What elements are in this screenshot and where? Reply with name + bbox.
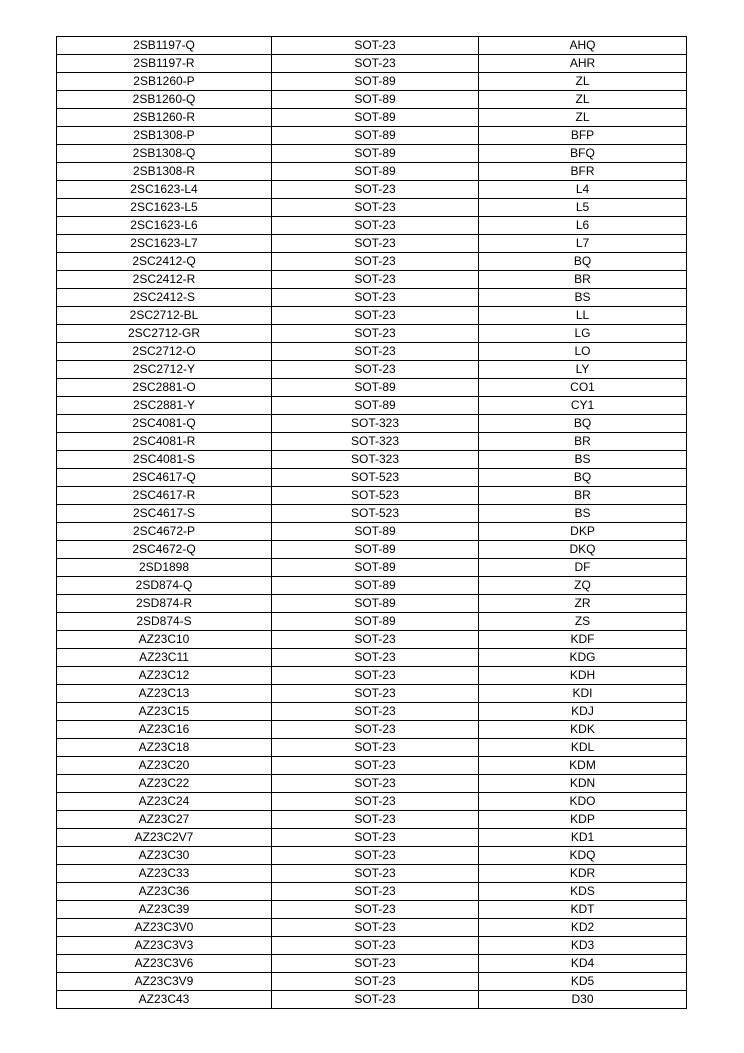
- marking-code-cell: ZL: [479, 91, 687, 109]
- package-cell: SOT-89: [272, 145, 479, 163]
- marking-code-cell: L7: [479, 235, 687, 253]
- package-cell: SOT-23: [272, 793, 479, 811]
- marking-code-cell: KDH: [479, 667, 687, 685]
- table-row: [57, 721, 687, 739]
- package-cell: SOT-89: [272, 91, 479, 109]
- part-number-cell: AZ23C39: [57, 901, 272, 919]
- marking-code-cell: KDF: [479, 631, 687, 649]
- part-number-cell: 2SC2712-O: [57, 343, 272, 361]
- part-number-cell: AZ23C30: [57, 847, 272, 865]
- marking-code-cell: CY1: [479, 397, 687, 415]
- table-row: [57, 937, 687, 955]
- table-row: [57, 37, 687, 55]
- table-row: [57, 649, 687, 667]
- table-row: [57, 775, 687, 793]
- package-cell: SOT-23: [272, 361, 479, 379]
- part-number-cell: 2SC2412-Q: [57, 253, 272, 271]
- table-row: [57, 145, 687, 163]
- marking-code-cell: KDQ: [479, 847, 687, 865]
- table-row: [57, 109, 687, 127]
- package-cell: SOT-23: [272, 937, 479, 955]
- package-cell: SOT-23: [272, 865, 479, 883]
- marking-code-cell: KDT: [479, 901, 687, 919]
- marking-code-cell: BFP: [479, 127, 687, 145]
- part-number-cell: 2SB1308-Q: [57, 145, 272, 163]
- part-number-cell: 2SD874-Q: [57, 577, 272, 595]
- table-row: [57, 991, 687, 1009]
- package-cell: SOT-23: [272, 253, 479, 271]
- marking-code-cell: BQ: [479, 469, 687, 487]
- part-number-cell: 2SC1623-L5: [57, 199, 272, 217]
- package-cell: SOT-23: [272, 271, 479, 289]
- table-row: [57, 613, 687, 631]
- package-cell: SOT-23: [272, 649, 479, 667]
- table-row: [57, 757, 687, 775]
- part-number-cell: AZ23C27: [57, 811, 272, 829]
- table-row: [57, 361, 687, 379]
- package-cell: SOT-523: [272, 487, 479, 505]
- table-row: [57, 451, 687, 469]
- package-cell: SOT-23: [272, 721, 479, 739]
- part-number-cell: 2SC2712-Y: [57, 361, 272, 379]
- part-number-cell: 2SC4617-Q: [57, 469, 272, 487]
- package-cell: SOT-89: [272, 613, 479, 631]
- marking-code-cell: KD5: [479, 973, 687, 991]
- table-row: [57, 865, 687, 883]
- package-cell: SOT-23: [272, 973, 479, 991]
- package-cell: SOT-89: [272, 577, 479, 595]
- table-row: [57, 235, 687, 253]
- part-number-cell: 2SC1623-L4: [57, 181, 272, 199]
- part-number-cell: 2SC4617-S: [57, 505, 272, 523]
- table-row: [57, 343, 687, 361]
- table-row: [57, 181, 687, 199]
- package-cell: SOT-89: [272, 379, 479, 397]
- marking-code-cell: KDK: [479, 721, 687, 739]
- document-page: [56, 36, 687, 1009]
- table-row: [57, 973, 687, 991]
- part-number-cell: AZ23C10: [57, 631, 272, 649]
- part-number-cell: 2SB1260-Q: [57, 91, 272, 109]
- package-cell: SOT-23: [272, 667, 479, 685]
- table-row: [57, 127, 687, 145]
- part-number-cell: 2SB1308-R: [57, 163, 272, 181]
- package-cell: SOT-89: [272, 163, 479, 181]
- part-number-cell: AZ23C12: [57, 667, 272, 685]
- table-row: [57, 919, 687, 937]
- package-cell: SOT-89: [272, 559, 479, 577]
- package-cell: SOT-23: [272, 829, 479, 847]
- marking-code-cell: LL: [479, 307, 687, 325]
- marking-code-cell: BR: [479, 271, 687, 289]
- marking-code-cell: BS: [479, 289, 687, 307]
- part-number-cell: AZ23C15: [57, 703, 272, 721]
- part-number-cell: 2SC2712-BL: [57, 307, 272, 325]
- marking-code-cell: ZS: [479, 613, 687, 631]
- marking-code-cell: D30: [479, 991, 687, 1009]
- table-row: [57, 703, 687, 721]
- table-row: [57, 883, 687, 901]
- marking-code-cell: AHQ: [479, 37, 687, 55]
- table-row: [57, 379, 687, 397]
- marking-code-cell: L6: [479, 217, 687, 235]
- marking-code-cell: BQ: [479, 253, 687, 271]
- table-row: [57, 55, 687, 73]
- package-cell: SOT-523: [272, 505, 479, 523]
- marking-code-cell: KD1: [479, 829, 687, 847]
- marking-code-cell: KDI: [479, 685, 687, 703]
- table-row: [57, 415, 687, 433]
- marking-code-cell: KDL: [479, 739, 687, 757]
- part-number-cell: 2SC1623-L6: [57, 217, 272, 235]
- table-row: [57, 91, 687, 109]
- marking-code-cell: ZQ: [479, 577, 687, 595]
- table-row: [57, 577, 687, 595]
- table-row: [57, 325, 687, 343]
- package-cell: SOT-323: [272, 415, 479, 433]
- marking-code-cell: BQ: [479, 415, 687, 433]
- marking-code-cell: KDP: [479, 811, 687, 829]
- table-row: [57, 433, 687, 451]
- table-row: [57, 811, 687, 829]
- part-number-cell: AZ23C3V0: [57, 919, 272, 937]
- part-number-cell: AZ23C18: [57, 739, 272, 757]
- table-row: [57, 217, 687, 235]
- table-row: [57, 955, 687, 973]
- part-number-cell: 2SC2881-Y: [57, 397, 272, 415]
- part-number-cell: AZ23C3V9: [57, 973, 272, 991]
- part-number-cell: AZ23C11: [57, 649, 272, 667]
- marking-code-cell: AHR: [479, 55, 687, 73]
- package-cell: SOT-23: [272, 307, 479, 325]
- part-number-cell: 2SD874-S: [57, 613, 272, 631]
- part-number-cell: 2SD1898: [57, 559, 272, 577]
- marking-code-cell: DKQ: [479, 541, 687, 559]
- package-cell: SOT-89: [272, 73, 479, 91]
- package-cell: SOT-89: [272, 595, 479, 613]
- marking-code-cell: DF: [479, 559, 687, 577]
- part-number-cell: AZ23C2V7: [57, 829, 272, 847]
- marking-code-cell: LO: [479, 343, 687, 361]
- part-number-cell: 2SD874-R: [57, 595, 272, 613]
- package-cell: SOT-23: [272, 955, 479, 973]
- package-cell: SOT-23: [272, 919, 479, 937]
- marking-code-cell: BR: [479, 433, 687, 451]
- package-cell: SOT-23: [272, 37, 479, 55]
- table-body: [57, 37, 687, 1009]
- package-cell: SOT-89: [272, 541, 479, 559]
- marking-code-cell: L5: [479, 199, 687, 217]
- package-cell: SOT-323: [272, 451, 479, 469]
- package-cell: SOT-89: [272, 397, 479, 415]
- part-number-cell: 2SB1260-R: [57, 109, 272, 127]
- package-cell: SOT-89: [272, 523, 479, 541]
- package-cell: SOT-23: [272, 199, 479, 217]
- marking-code-cell: BR: [479, 487, 687, 505]
- package-cell: SOT-89: [272, 109, 479, 127]
- part-number-cell: 2SB1197-Q: [57, 37, 272, 55]
- table-row: [57, 559, 687, 577]
- part-number-cell: 2SC4081-S: [57, 451, 272, 469]
- part-number-cell: 2SC2881-O: [57, 379, 272, 397]
- marking-code-cell: LY: [479, 361, 687, 379]
- table-row: [57, 667, 687, 685]
- marking-code-cell: KDS: [479, 883, 687, 901]
- marking-code-cell: ZL: [479, 73, 687, 91]
- marking-code-cell: KD2: [479, 919, 687, 937]
- table-row: [57, 487, 687, 505]
- table-row: [57, 793, 687, 811]
- package-cell: SOT-23: [272, 235, 479, 253]
- table-row: [57, 901, 687, 919]
- package-cell: SOT-23: [272, 811, 479, 829]
- table-row: [57, 307, 687, 325]
- marking-code-cell: LG: [479, 325, 687, 343]
- package-cell: SOT-23: [272, 685, 479, 703]
- package-cell: SOT-523: [272, 469, 479, 487]
- marking-code-cell: KDG: [479, 649, 687, 667]
- part-number-cell: 2SB1308-P: [57, 127, 272, 145]
- marking-code-cell: CO1: [479, 379, 687, 397]
- part-number-cell: 2SC2412-R: [57, 271, 272, 289]
- package-cell: SOT-23: [272, 289, 479, 307]
- table-row: [57, 541, 687, 559]
- table-row: [57, 739, 687, 757]
- marking-code-cell: KD4: [479, 955, 687, 973]
- table-row: [57, 253, 687, 271]
- table-row: [57, 595, 687, 613]
- part-number-cell: 2SC1623-L7: [57, 235, 272, 253]
- package-cell: SOT-89: [272, 127, 479, 145]
- part-number-cell: 2SC4081-Q: [57, 415, 272, 433]
- table-row: [57, 523, 687, 541]
- part-number-cell: AZ23C24: [57, 793, 272, 811]
- package-cell: SOT-23: [272, 325, 479, 343]
- table-row: [57, 631, 687, 649]
- package-cell: SOT-23: [272, 739, 479, 757]
- package-cell: SOT-23: [272, 775, 479, 793]
- package-cell: SOT-23: [272, 703, 479, 721]
- marking-code-cell: KDM: [479, 757, 687, 775]
- package-cell: SOT-23: [272, 181, 479, 199]
- package-cell: SOT-23: [272, 883, 479, 901]
- marking-code-cell: KDO: [479, 793, 687, 811]
- part-marking-table: [56, 36, 687, 1009]
- marking-code-cell: L4: [479, 181, 687, 199]
- package-cell: SOT-23: [272, 847, 479, 865]
- part-number-cell: AZ23C36: [57, 883, 272, 901]
- part-number-cell: AZ23C13: [57, 685, 272, 703]
- package-cell: SOT-23: [272, 901, 479, 919]
- marking-code-cell: DKP: [479, 523, 687, 541]
- part-number-cell: 2SB1260-P: [57, 73, 272, 91]
- part-number-cell: AZ23C33: [57, 865, 272, 883]
- package-cell: SOT-323: [272, 433, 479, 451]
- table-row: [57, 199, 687, 217]
- part-number-cell: 2SC4672-Q: [57, 541, 272, 559]
- part-number-cell: AZ23C43: [57, 991, 272, 1009]
- part-number-cell: 2SB1197-R: [57, 55, 272, 73]
- package-cell: SOT-23: [272, 343, 479, 361]
- package-cell: SOT-23: [272, 631, 479, 649]
- marking-code-cell: BFQ: [479, 145, 687, 163]
- package-cell: SOT-23: [272, 217, 479, 235]
- part-number-cell: AZ23C3V6: [57, 955, 272, 973]
- package-cell: SOT-23: [272, 55, 479, 73]
- table-row: [57, 505, 687, 523]
- marking-code-cell: BS: [479, 505, 687, 523]
- table-row: [57, 163, 687, 181]
- part-number-cell: 2SC2412-S: [57, 289, 272, 307]
- table-row: [57, 847, 687, 865]
- marking-code-cell: KDN: [479, 775, 687, 793]
- marking-code-cell: BS: [479, 451, 687, 469]
- package-cell: SOT-23: [272, 757, 479, 775]
- marking-code-cell: KDJ: [479, 703, 687, 721]
- part-number-cell: 2SC4081-R: [57, 433, 272, 451]
- part-number-cell: AZ23C22: [57, 775, 272, 793]
- marking-code-cell: ZL: [479, 109, 687, 127]
- table-row: [57, 469, 687, 487]
- package-cell: SOT-23: [272, 991, 479, 1009]
- part-number-cell: 2SC4617-R: [57, 487, 272, 505]
- table-row: [57, 73, 687, 91]
- table-row: [57, 271, 687, 289]
- part-number-cell: 2SC2712-GR: [57, 325, 272, 343]
- part-number-cell: 2SC4672-P: [57, 523, 272, 541]
- table-row: [57, 397, 687, 415]
- part-number-cell: AZ23C3V3: [57, 937, 272, 955]
- table-row: [57, 829, 687, 847]
- part-number-cell: AZ23C16: [57, 721, 272, 739]
- marking-code-cell: BFR: [479, 163, 687, 181]
- table-row: [57, 685, 687, 703]
- table-row: [57, 289, 687, 307]
- part-number-cell: AZ23C20: [57, 757, 272, 775]
- marking-code-cell: ZR: [479, 595, 687, 613]
- marking-code-cell: KD3: [479, 937, 687, 955]
- marking-code-cell: KDR: [479, 865, 687, 883]
